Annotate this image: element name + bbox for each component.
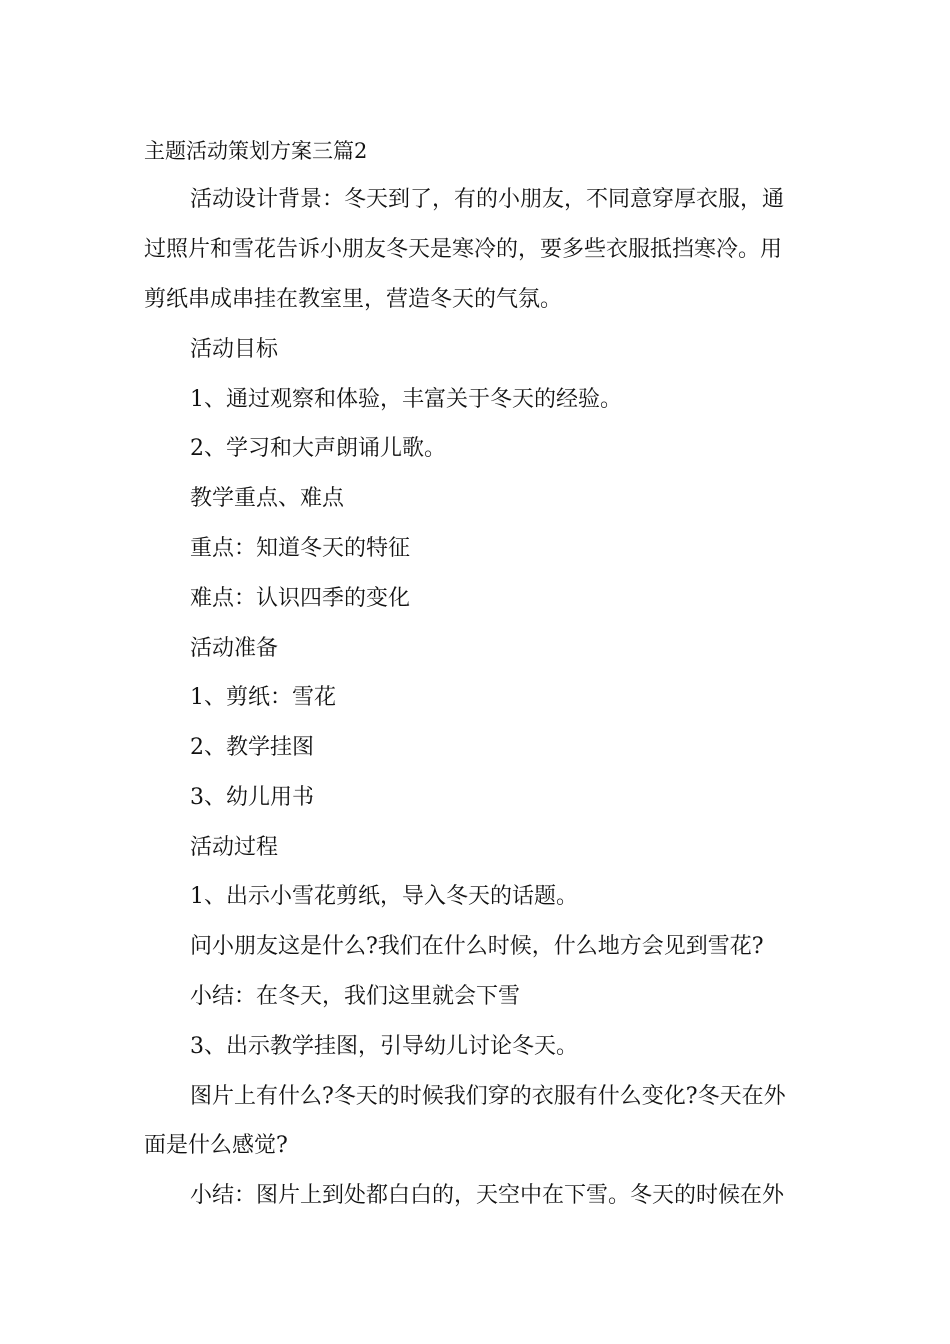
paragraph-line: 面是什么感觉? [144, 1133, 288, 1158]
paragraph-line: 小结：在冬天，我们这里就会下雪 [190, 984, 521, 1009]
list-item: 1、剪纸：雪花 [190, 685, 336, 710]
document-title: 主题活动策划方案三篇2 [144, 139, 368, 163]
list-item: 1、通过观察和体验，丰富关于冬天的经验。 [190, 387, 622, 412]
list-item: 1、出示小雪花剪纸，导入冬天的话题。 [190, 884, 578, 909]
paragraph-line: 过照片和雪花告诉小朋友冬天是寒冷的，要多些衣服抵挡寒冷。用 [144, 237, 783, 262]
list-item: 3、出示教学挂图，引导幼儿讨论冬天。 [190, 1034, 578, 1059]
section-heading: 活动目标 [190, 337, 279, 362]
list-item: 2、教学挂图 [190, 735, 314, 760]
paragraph-line: 小结：图片上到处都白白的，天空中在下雪。冬天的时候在外 [190, 1183, 785, 1208]
section-heading: 活动准备 [190, 636, 279, 661]
paragraph-line: 图片上有什么?冬天的时候我们穿的衣服有什么变化?冬天在外 [190, 1084, 786, 1109]
list-item: 3、幼儿用书 [190, 785, 314, 810]
paragraph-line: 剪纸串成串挂在教室里，营造冬天的气氛。 [144, 287, 563, 312]
paragraph-line: 活动设计背景：冬天到了，有的小朋友，不同意穿厚衣服，通 [190, 187, 785, 212]
section-heading: 活动过程 [190, 835, 279, 860]
section-heading: 教学重点、难点 [190, 486, 345, 511]
list-item: 2、学习和大声朗诵儿歌。 [190, 436, 446, 461]
paragraph-line: 重点：知道冬天的特征 [190, 536, 411, 561]
paragraph-line: 难点：认识四季的变化 [190, 586, 411, 611]
paragraph-line: 问小朋友这是什么?我们在什么时候，什么地方会见到雪花? [190, 934, 764, 959]
